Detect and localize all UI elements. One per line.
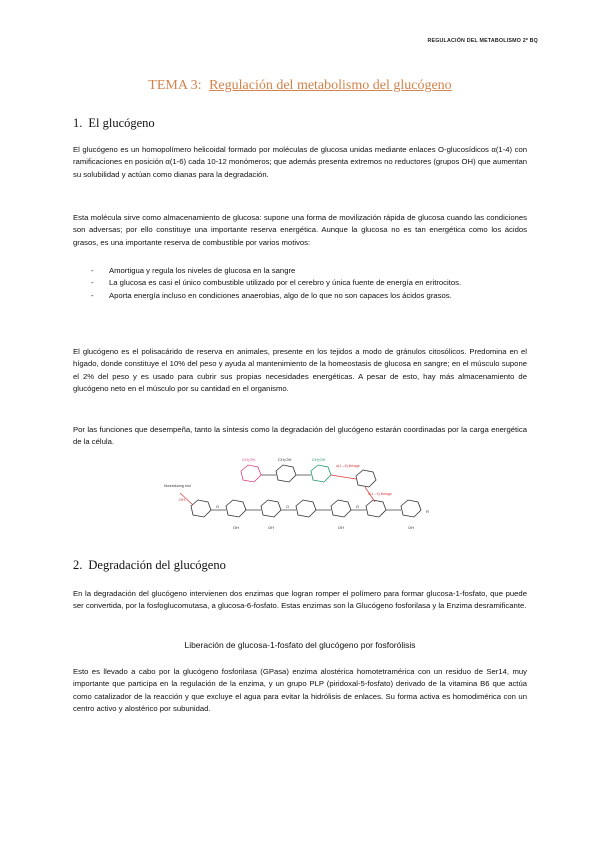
alpha-1-4-linkage-label: α(1→4) linkage	[368, 492, 392, 496]
section-1-title: El glucógeno	[88, 116, 155, 130]
bullet-dash: -	[91, 290, 94, 300]
list-item	[73, 277, 527, 289]
bullet-dash: -	[91, 266, 94, 275]
title-prefix: TEMA 3:	[148, 78, 202, 93]
page-title	[0, 78, 600, 94]
alpha-1-6-linkage-label: α(1→6) linkage	[336, 464, 360, 468]
oh-label: OH	[179, 497, 185, 502]
paragraph: Por las funciones que desempeña, tanto la síntesis como la degradación del glucógeno estarán coordinadas por la carga energética de la célula.	[73, 425, 527, 447]
ch2oh-label: CH₂OH	[242, 457, 256, 462]
glycogen-structure-diagram	[160, 455, 460, 547]
paragraph: El glucógeno es un homopolímero helicoidal formado por moléculas de glucosa unidas mediante enlaces O-glucosídicos α(1-4) con ramificaciones en posición α(1-6) cada 10-12 monómeros; que además presenta extremos no reductores (grupos OH) que aumentan su solubilidad y actúan como dianas para la degradación.	[73, 145, 527, 179]
paragraph: Esto es llevado a cabo por la glucógeno fosforilasa (GPasa) enzima alostérica homotetramérica con un residuo de Ser14, muy importante que participa en la regulación de la enzima, y un grupo PLP (piridoxal-5-fosfato) derivado de la vitamina B6 que actúa como catalizador de la reacción y que excluye el agua para evitar la hidrólisis de enlaces. Su forma activa es homodimérica con un centro activo y alostérico por subunidad.	[73, 667, 527, 714]
section-2-number: 2.	[73, 558, 83, 572]
oh-label: OH	[233, 525, 239, 530]
section-1-number: 1.	[73, 116, 83, 130]
subheading: Liberación de glucosa-1-fosfato del glucógeno por fosforólisis	[184, 640, 416, 650]
oh-label: OH	[338, 525, 344, 530]
paragraph: En la degradación del glucógeno intervienen dos enzimas que logran romper el polímero para formar glucosa-1-fosfato, que puede ser convertida, por la fosfoglucomutasa, a glucosa-6-fosfato. Estas enzimas son la Glucógeno fosforilasa y la Enzima desramificante.	[73, 589, 527, 611]
paragraph: Esta molécula sirve como almacenamiento de glucosa: supone una forma de movilización rápida de glucosa cuando las condiciones son adversas; por ello constituye una importante reserva energética. Aunque la glucosa no es tan energética como los ácidos grasos, es una importante reserva de combustible por varios motivos:	[73, 213, 527, 247]
list-item	[73, 290, 527, 302]
title-topic: Regulación del metabolismo del glucógeno	[209, 78, 452, 93]
section-2-title: Degradación del glucógeno	[88, 558, 226, 572]
oh-label: OH	[268, 525, 274, 530]
oh-label: OH	[408, 525, 414, 530]
bullet-list	[73, 265, 527, 302]
list-item-text: La glucosa es casi el único combustible utilizado por el cerebro y única fuente de energía en eritrocitos.	[109, 278, 462, 288]
reducing-end-r-label: R	[426, 509, 429, 514]
list-item-text: Aporta energía incluso en condiciones anaerobias, algo de lo que no son capaces los ácidos grasos.	[109, 290, 452, 300]
ch2oh-label: CH₂OH	[312, 457, 326, 462]
running-header: REGULACIÓN DEL METABOLISMO 2º BQ	[427, 38, 538, 44]
section-1-heading	[73, 116, 155, 131]
bullet-dash: -	[91, 278, 94, 288]
o-label: O	[286, 504, 290, 509]
list-item-text: Amortigua y regula los niveles de glucosa en la sangre	[109, 266, 296, 275]
o-label: O	[216, 504, 220, 509]
list-item	[73, 265, 527, 277]
nonreducing-end-label: Nonreducing end	[164, 484, 191, 488]
paragraph: El glucógeno es el polisacárido de reserva en animales, presente en los tejidos a modo de gránulos citosólicos. Predomina en el hígado, donde constituye el 10% del peso y ayuda al mantenimiento de la homeostasis de glucosa en sangre; en el músculo supone el 2% del peso y es usado para cubrir sus propias necesidades energéticas. A pesar de esto, hay más almacenamiento de glucógeno neto en el músculo por su cantidad en el organismo.	[73, 347, 527, 394]
o-label: O	[356, 504, 360, 509]
ch2oh-label: CH₂OH	[278, 457, 292, 462]
section-2-heading	[73, 558, 226, 573]
